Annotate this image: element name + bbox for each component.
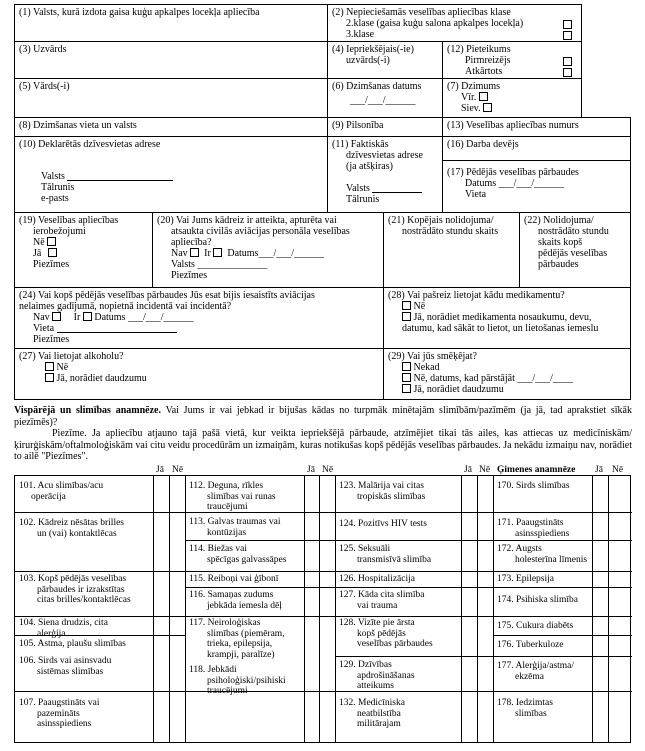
field-5-names[interactable]: [14, 78, 328, 118]
incident-date: Datums ___/___/______: [94, 312, 194, 323]
medication-no-label: Nē: [413, 301, 426, 312]
last-exam-place-label: Vieta: [465, 189, 487, 200]
incident-notes-label: Piezīmes: [33, 334, 70, 345]
alcohol-yes-label: Jā, norādiet daudzumu: [56, 373, 147, 384]
restrictions-no-checkbox[interactable]: [47, 237, 56, 246]
intro-note: Piezīme. Ja apliecību atjauno tajā pašā vietā, kur veikta iepriekšējā pārbaude, atzīmējiet tikai tās ailes, kas attiecas uz medicīniskām/ķirurģiskām/oftalmoloģiskām vai citu veidu procedūrām un izmaiņām, kuras notikušas kopš pēdējās veselības pārbaudes. Ja nekādu izmaiņu nav, norādiet to ailē "Piezīmes".: [14, 428, 632, 462]
application-first-checkbox[interactable]: [563, 57, 572, 66]
history-item-116: 116. Samaņas zudums jebkāda iemesla dēļ: [189, 590, 282, 611]
refused-yes-label: Ir: [204, 248, 211, 259]
history-item-127: 127. Kāda cita slimība vai trauma: [339, 590, 425, 611]
sex-male-checkbox[interactable]: [479, 92, 488, 101]
field-12-application: [442, 41, 582, 79]
history-item-112: 112. Deguna, rīkles slimības vai runas traucējumi: [189, 481, 276, 512]
medication-yes-label-1: Jā, norādiet medikamenta nosaukumu, devu,: [413, 312, 592, 323]
declared-phone-label: Tālrunis: [41, 182, 75, 193]
declared-email-label: e-pasts: [41, 193, 69, 204]
field-11-label-1: (11) Faktiskās: [332, 139, 389, 150]
field-19-label-1: (19) Veselības apliecības: [19, 215, 119, 226]
medical-history-table: [14, 475, 631, 743]
smoking-quit-label: Nē, datums, kad pārstājāt ___/___/____: [413, 373, 573, 384]
refused-no-checkbox[interactable]: [190, 248, 199, 257]
field-24-incident: [14, 287, 384, 349]
history-item-101: 101. Acu slimības/acu operācija: [19, 481, 104, 502]
family-history-header: Ģimenes anamnēze: [497, 465, 576, 475]
field-1-issuing-state[interactable]: [14, 4, 328, 42]
alcohol-yes-checkbox[interactable]: [45, 373, 54, 382]
refused-country: Valsts ______________: [171, 259, 268, 270]
incident-place-line: [57, 324, 177, 333]
field-20-certificate-refused: [152, 212, 384, 288]
smoking-never-checkbox[interactable]: [402, 362, 411, 371]
field-19-restrictions: [14, 212, 153, 288]
intro-question: Vai Jums ir vai jebkad ir bijušas kādas no turpmāk minētajām slimībām/pazīmēm (ja jā, tad aprakstiet sīkāk piezīmēs)?: [14, 405, 632, 428]
col2-yes-header: Jā: [307, 465, 315, 475]
field-6-birth-date[interactable]: [327, 78, 443, 118]
field-4-label-2: uzvārds(-i): [346, 55, 390, 66]
sex-female-checkbox[interactable]: [483, 103, 492, 112]
history-item-132: 132. Medicīniska neatbilstība militārajam: [339, 698, 405, 729]
refused-date: Datums___/___/______: [227, 248, 325, 259]
refused-no-label: Nav: [171, 248, 188, 259]
field-22-label-1: (22) Nolidojuma/: [524, 215, 594, 226]
class-3-checkbox[interactable]: [563, 31, 572, 40]
restrictions-yes-label: Jā: [33, 248, 42, 259]
field-24-label-2: nelaimes gadījumā, nopietnā incidentā vai incidentā?: [19, 301, 232, 312]
history-item-103: 103. Kopš pēdējās veselības pārbaudes ir izrakstītas citas brilles/kontaktlēcas: [19, 574, 131, 605]
field-4-previous-surnames[interactable]: [327, 41, 443, 79]
field-5-label: (5) Vārds(-i): [19, 81, 70, 92]
incident-yes-checkbox[interactable]: [83, 312, 92, 321]
field-11-actual-address[interactable]: [327, 136, 443, 213]
field-22-label-4: pēdējās veselības: [538, 248, 608, 259]
application-repeat-checkbox[interactable]: [563, 68, 572, 77]
col2-no-header: Nē: [322, 465, 334, 475]
history-item-129: 129. Dzīvības apdrošināšanas atteikums: [339, 660, 415, 691]
field-9-label: (9) Pilsonība: [332, 120, 384, 131]
family-item-174: 174. Psihiska slimība: [497, 595, 579, 605]
field-29-smoking: [383, 348, 631, 400]
field-20-label-1: (20) Vai Jums kādreiz ir atteikta, apturēta vai: [157, 215, 337, 226]
family-item-171: 171. Paaugstināts asinsspiediens: [497, 518, 570, 539]
medical-history-intro: [14, 405, 632, 463]
field-22-label-2: nostrādāto stundu: [538, 226, 609, 237]
history-item-125: 125. Seksuāli transmisīvā slimība: [339, 544, 432, 565]
sex-female-label: Siev.: [461, 103, 481, 114]
alcohol-no-label: Nē: [56, 362, 69, 373]
refused-yes-checkbox[interactable]: [213, 248, 222, 257]
actual-country-line: [372, 184, 422, 193]
field-27-alcohol: [14, 348, 384, 400]
col3-no-header: Nē: [479, 465, 491, 475]
field-11-label-2: dzīvesvietas adrese: [346, 150, 423, 161]
history-item-124: 124. Pozitīvs HIV tests: [339, 519, 427, 529]
history-item-104: 104. Siena drudzis, cita alerģija: [19, 618, 108, 639]
field-29-label: (29) Vai jūs smēķējat?: [388, 351, 477, 362]
history-item-107: 107. Paaugstināts vai pazemināts asinsspiediens: [19, 698, 100, 729]
field-22-label-5: pārbaudes: [538, 259, 579, 270]
refused-notes-label: Piezīmes: [171, 270, 208, 281]
incident-yes-label: Ir: [73, 312, 81, 323]
incident-place-label: Vieta: [33, 323, 55, 334]
smoking-yes-label: Jā, norādiet daudzumu: [413, 384, 504, 395]
field-21-total-hours[interactable]: [383, 212, 520, 288]
incident-no-label: Nav: [33, 312, 50, 323]
history-item-117: 117. Neiroloģiskas slimības (piemēram, trieka, epilepsija, krampji, paralīze): [189, 618, 285, 660]
field-12-label: (12) Pieteikums: [447, 44, 511, 55]
incident-no-checkbox[interactable]: [52, 312, 61, 321]
actual-phone-label: Tālrunis: [346, 194, 380, 205]
history-item-123: 123. Malārija vai citas tropiskās slimības: [339, 481, 426, 502]
class-2-option: 2.klase (gaisa kuģu salona apkalpes locekļa): [346, 18, 524, 29]
intro-heading: Vispārējā un slimības anamnēze.: [14, 405, 161, 416]
field-19-label-2: ierobežojumi: [33, 226, 86, 237]
field-4-label-1: (4) Iepriekšējais(-ie): [332, 44, 414, 55]
field-7-label: (7) Dzimums: [447, 81, 501, 92]
field-8-birthplace[interactable]: [14, 117, 328, 137]
field-16-employer[interactable]: [442, 136, 631, 161]
smoking-yes-checkbox[interactable]: [402, 384, 411, 393]
col4-no-header: Nē: [612, 465, 624, 475]
field-17-label: (17) Pēdējās veselības pārbaudes: [447, 167, 579, 178]
field-9-citizenship[interactable]: [327, 117, 443, 137]
history-item-102: 102. Kādreiz nēsātas brilles un (vai) kontaktlēcas: [19, 518, 124, 539]
restrictions-notes-label: Piezīmes: [33, 259, 70, 270]
field-11-label-3: (ja atšķiras): [346, 161, 393, 172]
history-item-113: 113. Galvas traumas vai kontūzijas: [189, 517, 281, 538]
field-17-last-exam[interactable]: [442, 160, 631, 213]
smoking-quit-checkbox[interactable]: [402, 373, 411, 382]
col1-no-header: Nē: [172, 465, 184, 475]
restrictions-yes-checkbox[interactable]: [48, 248, 57, 257]
history-item-128: 128. Vizīte pie ārsta kopš pēdējās veselības pārbaudes: [339, 618, 433, 649]
family-item-177: 177. Alerģija/astma/ ekzēma: [497, 661, 575, 682]
field-27-label: (27) Vai lietojat alkoholu?: [19, 351, 124, 362]
field-13-certificate-number[interactable]: [442, 117, 631, 137]
alcohol-no-checkbox[interactable]: [45, 362, 54, 371]
family-item-176: 176. Tuberkuloze: [497, 640, 564, 650]
last-exam-date: Datums ___/___/______: [465, 178, 565, 189]
col4-yes-header: Jā: [595, 465, 603, 475]
field-28-medication: [383, 287, 631, 349]
field-28-label: (28) Vai pašreiz lietojat kādu medikamentu?: [388, 290, 565, 301]
family-item-173: 173. Epilepsija: [497, 574, 554, 584]
family-item-178: 178. Iedzimtas slimības: [497, 698, 553, 719]
family-item-172: 172. Augsts holesterīna līmenis: [497, 544, 588, 565]
family-item-175: 175. Cukura diabēts: [497, 621, 574, 631]
birth-date-line: ___/___/______: [350, 95, 416, 106]
history-item-126: 126. Hospitalizācija: [339, 574, 415, 584]
application-first-label: Pirmreizējs: [465, 55, 511, 66]
field-3-surname[interactable]: [14, 41, 328, 79]
sex-male-label: Vīr.: [461, 92, 477, 103]
field-20-label-3: apliecība?: [171, 237, 212, 248]
medication-yes-label-2: datumu, kad sākāt to lietot, un lietošanas iemeslu: [402, 323, 599, 334]
medication-no-checkbox[interactable]: [402, 301, 411, 310]
field-1-label: (1) Valsts, kurā izdota gaisa kuģu apkalpes locekļa apliecība: [19, 7, 260, 18]
history-item-118: 118. Jebkādi psiholoģiski/psihiski traucējumi: [189, 665, 286, 696]
field-21-label-1: (21) Kopējais nolidojuma/: [388, 215, 494, 226]
field-16-label: (16) Darba devējs: [447, 139, 519, 150]
field-22-label-3: skaits kopš: [538, 237, 583, 248]
field-22-hours-since-exam[interactable]: [519, 212, 631, 288]
declared-country-label: Valsts: [41, 171, 65, 182]
field-3-label: (3) Uzvārds: [19, 44, 67, 55]
field-10-label: (10) Deklarētās dzīvesvietas adrese: [19, 139, 161, 150]
family-item-170: 170. Sirds slimības: [497, 481, 570, 491]
field-2-label: (2) Nepieciešamās veselības apliecības klase: [332, 7, 511, 18]
history-item-115: 115. Reiboņi vai ģībonī: [189, 574, 279, 584]
restrictions-no-label: Nē: [33, 237, 45, 248]
declared-country-line: [67, 172, 173, 181]
history-item-114: 114. Biežas vai spēcīgas galvassāpes: [189, 544, 287, 565]
history-item-105: 105. Astma, plaušu slimības: [19, 639, 126, 649]
field-24-label-1: (24) Vai kopš pēdējās veselības pārbaudes Jūs esat bijis iesaistīts aviācijas: [19, 290, 315, 301]
field-20-label-2: atsaukta civilās aviācijas personāla veselības: [171, 226, 350, 237]
actual-country-label: Valsts: [346, 183, 370, 194]
field-8-label: (8) Dzimšanas vieta un valsts: [19, 120, 137, 131]
field-13-label: (13) Veselības apliecības numurs: [447, 120, 579, 131]
field-2-class: [327, 4, 582, 42]
class-3-option: 3.klase: [346, 29, 375, 40]
smoking-never-label: Nekad: [413, 362, 440, 373]
col1-yes-header: Jā: [156, 465, 164, 475]
field-10-declared-address[interactable]: [14, 136, 328, 213]
application-repeat-label: Atkārtots: [465, 66, 503, 77]
history-item-106: 106. Sirds vai asinsvadu sistēmas slimības: [19, 656, 112, 677]
field-6-label: (6) Dzimšanas datums: [332, 81, 422, 92]
col3-yes-header: Jā: [464, 465, 472, 475]
field-21-label-2: nostrādāto stundu skaits: [402, 226, 499, 237]
class-2-checkbox[interactable]: [563, 20, 572, 29]
medication-yes-checkbox[interactable]: [402, 312, 411, 321]
field-7-sex: [442, 78, 582, 118]
